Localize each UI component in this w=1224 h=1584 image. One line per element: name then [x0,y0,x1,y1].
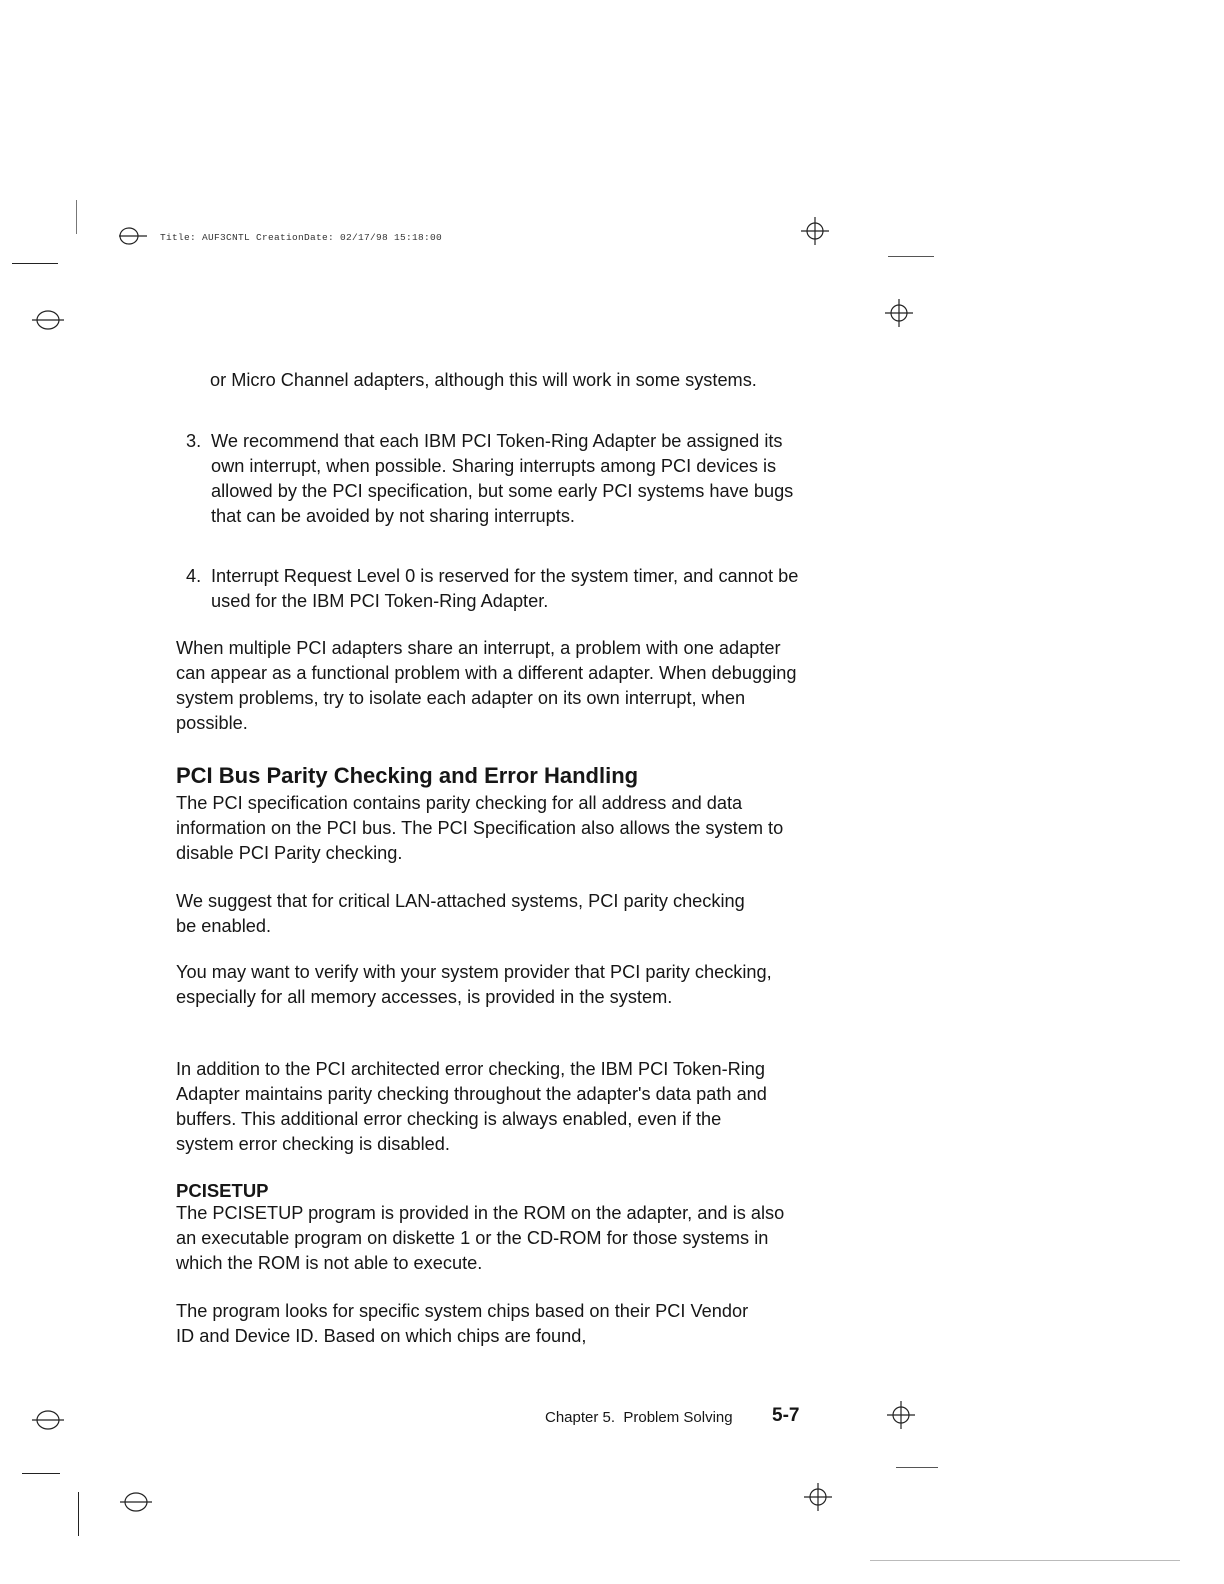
list-item [186,429,836,554]
paragraph: When multiple PCI adapters share an interrupt, a problem with one adapter can appear as a functional problem with a different adapter. When debugging system problems, try to isolate each adapter on its own interrupt, when possible. [176,638,797,733]
crop-line [76,200,77,234]
paragraph: The program looks for specific system chips based on their PCI Vendor ID and Device ID. Based on which chips are found, [176,1301,749,1346]
subsection-heading: PCISETUP [176,1180,269,1201]
registration-mark-icon [118,224,148,248]
paragraph: The PCISETUP program is provided in the ROM on the adapter, and is also an executable program on diskette 1 or the CD-ROM for those systems in which the ROM is not able to execute. [176,1203,785,1273]
crosshair-mark-icon [803,1482,833,1512]
crosshair-mark-icon [800,216,830,246]
crop-line [896,1467,938,1468]
crop-line [78,1492,79,1536]
list-item-text: Interrupt Request Level 0 is reserved for the system timer, and cannot be used for the IBM PCI Token-Ring Adapter. [211,566,799,611]
paragraph: In addition to the PCI architected error checking, the IBM PCI Token-Ring Adapter maintains parity checking throughout the adapter's data path and buffers. This additional error checking is always enabled, even if the system error checking is disabled. [176,1059,767,1154]
crosshair-mark-icon [884,298,914,328]
paragraph: The PCI specification contains parity checking for all address and data information on the PCI bus. The PCI Specification also allows the system to disable PCI Parity checking. [176,793,784,863]
page-number: 5-7 [772,1405,800,1426]
crosshair-mark-icon [886,1400,916,1430]
crop-line [888,256,934,257]
list-item-text: We recommend that each IBM PCI Token-Ring Adapter be assigned its own interrupt, when possible. Sharing interrupts among PCI devices is allowed by the PCI specification, but some early PCI systems have bugs that can be avoided by not sharing interrupts. [211,431,794,526]
crop-line [12,263,58,264]
continued-paragraph: or Micro Channel adapters, although this will work in some systems. [210,370,757,390]
list-item [186,564,836,614]
section-heading: PCI Bus Parity Checking and Error Handling [176,763,639,788]
registration-mark-icon [118,1490,154,1514]
list-item-number: 4. [186,566,202,586]
crop-line [22,1473,60,1474]
footer-chapter: Chapter 5. Problem Solving [545,1409,733,1426]
paragraph: You may want to verify with your system provider that PCI parity checking, especially for all memory accesses, is provided in the system. [176,962,772,1007]
crop-line [870,1560,1180,1561]
document-slug: Title: AUF3CNTL CreationDate: 02/17/98 15:18:00 [160,232,443,243]
registration-mark-icon [30,308,66,332]
registration-mark-icon [30,1408,66,1432]
paragraph: We suggest that for critical LAN-attached systems, PCI parity checking be enabled. [176,891,745,936]
list-item-number: 3. [186,431,202,451]
